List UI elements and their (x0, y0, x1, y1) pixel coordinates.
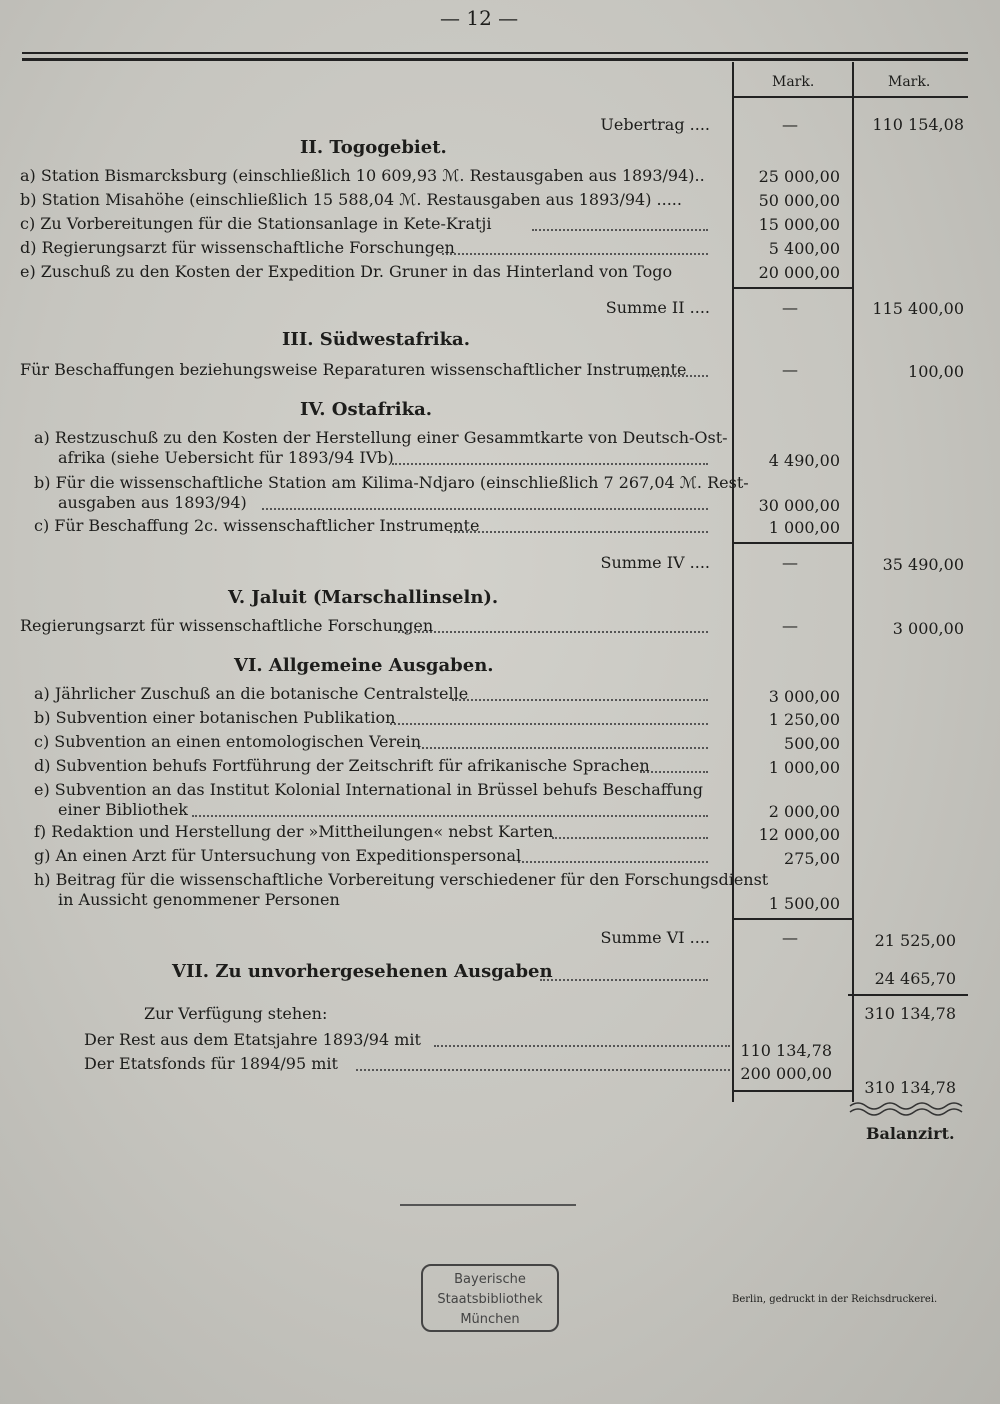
library-stamp (421, 1264, 559, 1332)
sum-rule (732, 918, 854, 920)
sum-rule (732, 287, 854, 289)
ostafrika-sum-value: 35 490,00 (882, 555, 964, 574)
bottom-rule (400, 1204, 576, 1206)
balanced-label: Balanzirt. (866, 1124, 955, 1143)
ostafrika-sum-col1: — (782, 553, 798, 572)
togo-sum-col1: — (782, 298, 798, 317)
printer-imprint: Berlin, gedruckt in der Reichsdruckerei. (732, 1294, 938, 1305)
ostafrika-item-c: c) Für Beschaffung 2c. wissenschaftlicher Instrumente (34, 516, 480, 535)
verfuegung-rest-value: 110 134,78 (740, 1041, 832, 1060)
leader-dots (262, 508, 708, 510)
leader-dots (390, 723, 708, 725)
top-rule-double (22, 58, 968, 61)
allgemeine-item-d-value: 1 000,00 (768, 758, 840, 777)
allgemeine-item-e-line1: e) Subvention an das Institut Kolonial International in Brüssel behufs Beschaffung (34, 780, 703, 799)
jaluit-item: Regierungsarzt für wissenschaftliche Forschungen (20, 616, 434, 635)
ausgaben-total: 310 134,78 (864, 1004, 956, 1023)
ostafrika-item-b-line1: b) Für die wissenschaftliche Station am Kilima-Ndjaro (einschließlich 7 267,04 ℳ. Rest- (34, 473, 749, 492)
allgemeine-item-f-value: 12 000,00 (758, 825, 840, 844)
togo-item-a: a) Station Bismarcksburg (einschließlich 10 609,93 ℳ. Restausgaben aus 1893/94).. (20, 166, 705, 185)
allgemeine-sum-value: 21 525,00 (874, 931, 956, 950)
allgemeine-item-a-value: 3 000,00 (768, 687, 840, 706)
togo-item-d: d) Regierungsarzt für wissenschaftliche Forschungen (20, 238, 455, 257)
allgemeine-sum-col1: — (782, 928, 798, 947)
suedwestafrika-col1: — (782, 360, 798, 379)
togo-sum-label: Summe II .... (605, 298, 710, 317)
togo-item-c: c) Zu Vorbereitungen für die Stationsanlage in Kete-Kratji (20, 214, 492, 233)
leader-dots (442, 253, 708, 255)
sum-rule (732, 1090, 854, 1092)
jaluit-col1: — (782, 616, 798, 635)
leader-dots (532, 229, 708, 231)
togo-item-d-value: 5 400,00 (768, 239, 840, 258)
leader-dots (356, 1069, 730, 1071)
leader-dots (552, 837, 708, 839)
column-header-rule (732, 96, 968, 98)
allgemeine-sum-label: Summe VI .... (600, 928, 710, 947)
uebertrag-label: Uebertrag .... (600, 115, 710, 134)
allgemeine-item-b-value: 1 250,00 (768, 710, 840, 729)
allgemeine-item-e-line2: einer Bibliothek (58, 800, 188, 819)
allgemeine-item-g: g) An einen Arzt für Untersuchung von Expeditionspersonal (34, 846, 522, 865)
ostafrika-item-c-value: 1 000,00 (768, 518, 840, 537)
ostafrika-item-a-line2: afrika (siehe Uebersicht für 1893/94 IVb) (58, 448, 394, 467)
leader-dots (392, 463, 708, 465)
jaluit-value: 3 000,00 (892, 619, 964, 638)
column-header-mark-1: Mark. (772, 74, 815, 90)
togo-item-a-value: 25 000,00 (758, 167, 840, 186)
section-heading-togo: II. Togogebiet. (300, 137, 447, 158)
leader-dots (518, 861, 708, 863)
section-heading-ostafrika: IV. Ostafrika. (300, 399, 433, 420)
ostafrika-item-b-line2: ausgaben aus 1893/94) (58, 493, 247, 512)
ostafrika-item-b-value: 30 000,00 (758, 496, 840, 515)
togo-item-e: e) Zuschuß zu den Kosten der Expedition Dr. Gruner in das Hinterland von Togo (20, 262, 673, 281)
verfuegung-label: Zur Verfügung stehen: (144, 1004, 328, 1023)
allgemeine-item-b: b) Subvention einer botanischen Publikation (34, 708, 396, 727)
leader-dots (452, 699, 708, 701)
suedwestafrika-item: Für Beschaffungen beziehungsweise Reparaturen wissenschaftlicher Instrumente (20, 360, 687, 379)
column-rule-1 (732, 62, 734, 1102)
togo-sum-value: 115 400,00 (872, 299, 964, 318)
togo-item-e-value: 20 000,00 (758, 263, 840, 282)
allgemeine-item-f: f) Redaktion und Herstellung der »Mittheilungen« nebst Karten (34, 822, 554, 841)
allgemeine-item-g-value: 275,00 (784, 849, 840, 868)
section-heading-unvorhergesehen: VII. Zu unvorhergesehenen Ausgaben (172, 961, 553, 982)
uebertrag-value: 110 154,08 (872, 115, 964, 134)
sum-rule (732, 542, 854, 544)
section-heading-suedwestafrika: III. Südwestafrika. (282, 329, 470, 350)
section-heading-allgemeine: VI. Allgemeine Ausgaben. (234, 655, 494, 676)
leader-dots (434, 1045, 730, 1047)
allgemeine-item-e-value: 2 000,00 (768, 802, 840, 821)
uebertrag-col1: — (782, 115, 798, 134)
total-rule (848, 994, 968, 996)
page-number: — 12 — (440, 6, 519, 30)
ostafrika-item-a-value: 4 490,00 (768, 451, 840, 470)
wavy-rule (848, 1100, 968, 1118)
allgemeine-item-c: c) Subvention an einen entomologischen Verein (34, 732, 422, 751)
leader-dots (398, 631, 708, 633)
togo-item-c-value: 15 000,00 (758, 215, 840, 234)
leader-dots (540, 979, 708, 981)
verfuegung-etat-value: 200 000,00 (740, 1064, 832, 1083)
togo-item-b-value: 50 000,00 (758, 191, 840, 210)
leader-dots (640, 771, 708, 773)
togo-item-b: b) Station Misahöhe (einschließlich 15 588,04 ℳ. Restausgaben aus 1893/94) ..... (20, 190, 682, 209)
allgemeine-item-c-value: 500,00 (784, 734, 840, 753)
allgemeine-item-a: a) Jährlicher Zuschuß an die botanische Centralstelle (34, 684, 469, 703)
unvorhergesehen-value: 24 465,70 (874, 969, 956, 988)
allgemeine-item-h-value: 1 500,00 (768, 894, 840, 913)
leader-dots (418, 747, 708, 749)
ostafrika-sum-label: Summe IV .... (600, 553, 710, 572)
leader-dots (192, 815, 708, 817)
allgemeine-item-h-line1: h) Beitrag für die wissenschaftliche Vorbereitung verschiedener für den Forschungsdienst (34, 870, 769, 889)
ostafrika-item-a-line1: a) Restzuschuß zu den Kosten der Herstellung einer Gesammtkarte von Deutsch-Ost- (34, 428, 728, 447)
verfuegung-total: 310 134,78 (864, 1078, 956, 1097)
top-rule (22, 52, 968, 54)
stamp-line-1: Bayerische (454, 1272, 526, 1287)
suedwestafrika-value: 100,00 (908, 362, 964, 381)
leader-dots (638, 375, 708, 377)
allgemeine-item-h-line2: in Aussicht genommener Personen (58, 890, 340, 909)
column-header-mark-2: Mark. (888, 74, 931, 90)
leader-dots (450, 531, 708, 533)
stamp-line-3: München (460, 1312, 520, 1327)
allgemeine-item-d: d) Subvention behufs Fortführung der Zeitschrift für afrikanische Sprachen (34, 756, 650, 775)
verfuegung-etat: Der Etatsfonds für 1894/95 mit (84, 1054, 338, 1073)
stamp-line-2: Staatsbibliothek (437, 1292, 543, 1307)
verfuegung-rest: Der Rest aus dem Etatsjahre 1893/94 mit (84, 1030, 421, 1049)
section-heading-jaluit: V. Jaluit (Marschallinseln). (228, 587, 499, 608)
